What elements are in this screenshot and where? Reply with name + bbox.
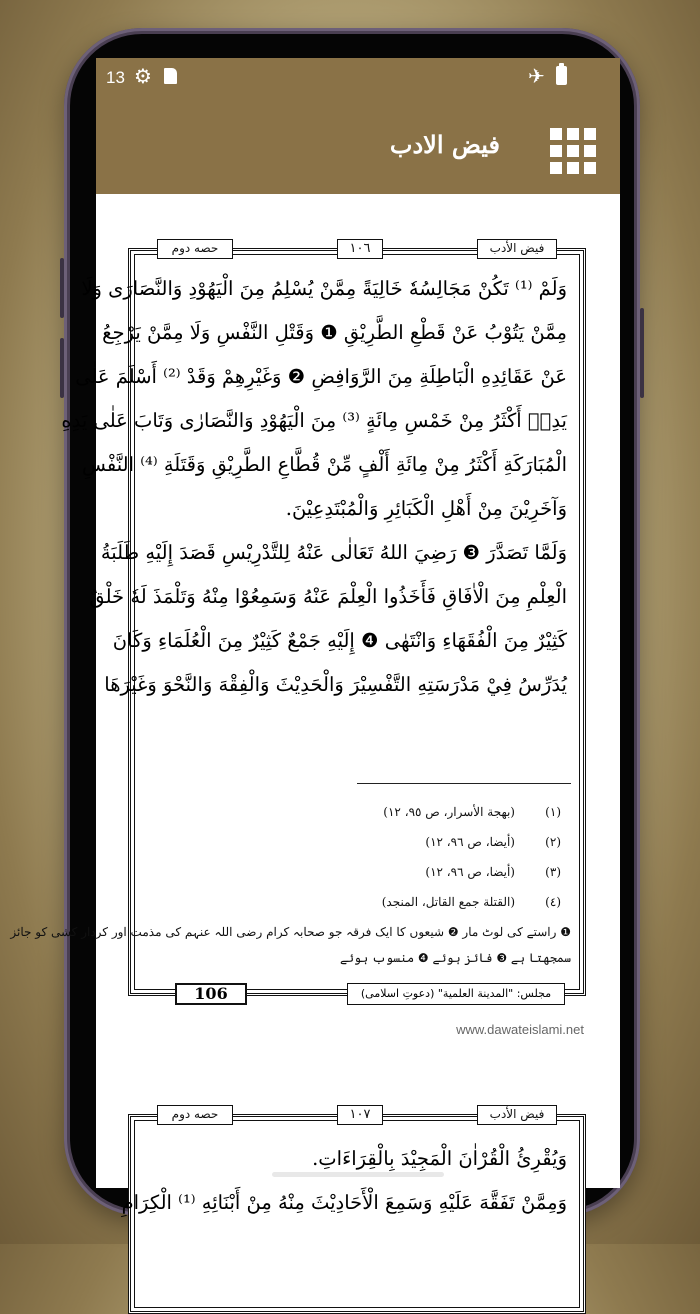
volume-button [60,338,64,398]
page-header-number: ١٠٧ [337,1105,383,1125]
book-page [121,1107,586,1314]
text-line: وَآخَرِيْنَ مِنْ أَهْلِ الْكَبَائِرِ وَالْمُبْتَدِعِيْنَ. [285,497,567,520]
footnote: (٤)(القتلة جمع القاتل، المنجد) [381,895,561,909]
status-bar [96,58,620,104]
book-page [10,241,586,1003]
status-time: 13 [106,68,125,87]
text-line: كَثِيْرٌ مِنَ الْفُقَهَاءِ وَانْتَهٰى ❹ إِلَيْهِ جَمْعٌ كَثِيْرٌ مِنَ الْعُلَمَاءِ وَكَانَ [112,629,567,652]
home-indicator[interactable] [272,1172,444,1177]
page-book-title: فيض الأدب [477,239,557,259]
urdu-glossary: سمجھتا ہے ❸ فائز ہوئے ❹ منسوب ہوئے [339,951,571,965]
text-line: الْمُبَارَكَةِ أَكْثَرُ مِنْ مِائَةِ أَلْفٍ مِّنْ قُطَّاعِ الطَّرِيْقِ وَقَتَلَةِ ⁽⁴⁾ النَّفْسِ [82,453,567,476]
book-content[interactable] [10,194,620,1214]
app-title: فیض الادب [389,130,500,159]
text-line: مِمَّنْ يَتُوْبُ عَنْ قَطْعِ الطَّرِيْقِ ❶ وَقَتْلِ النَّفْسِ وَلَا مِمَّنْ يَرْجِعُ [102,321,567,344]
gear-icon: ⚙ [134,64,152,88]
urdu-glossary: ❶ راستے کی لوٹ مار ❷ شیعوں کا ایک فرقہ جو صحابہ کرام رضی اللہ عنہم کی مذمت اور کردار کشی کو جائز [10,925,571,939]
volume-button [60,258,64,318]
footnote: (٣)(أيضا، ص ٩٦، ١٢) [425,865,561,879]
power-button [640,308,644,398]
text-line: وَلَمَّا تَصَدَّرَ ❸ رَضِيَ اللهُ تَعَالٰى عَنْهُ لِلتَّدْرِيْسِ قَصَدَ إِلَيْهِ طَلَبَةُ [100,541,567,564]
text-line: وَمِمَّنْ تَفَقَّهَ عَلَيْهِ وَسَمِعَ الْأَحَادِيْثَ مِنْهُ مِنْ أَبْنَائِهِ ⁽¹⁾ الْكِرَامِ [121,1191,567,1214]
website-url: www.dawateislami.net [456,1022,584,1037]
page-header-number: ١٠٦ [337,239,383,259]
footnote-separator [357,783,571,784]
text-line: عَنْ عَقَائِدِهِ الْبَاطِلَةِ مِنَ الرَّوَافِضِ ❷ وَغَيْرِهِمْ وَقَدْ ⁽²⁾ أَسْلَمَ عَلٰى [75,365,567,388]
text-line: وَيُقْرِئُ الْقُرْاٰنَ الْمَجِيْدَ بِالْقِرَاءَاتِ. [312,1147,567,1170]
battery-icon [556,66,567,85]
screen [10,58,620,1214]
phone-frame [10,28,640,1216]
grid-menu-icon[interactable] [550,128,596,174]
publisher-label: مجلس: "المدينة العلمية" (دعوتِ اسلامی) [347,983,565,1005]
text-line: وَلَمْ ⁽¹⁾ تَكُنْ مَجَالِسُهٗ خَالِيَةً مِمَّنْ يُسْلِمُ مِنَ الْيَهُوْدِ وَالنَّصَارَى وَلَا [81,277,567,300]
footnote: (١)(بهجة الأسرار، ص ٩٥، ١٢) [383,805,561,819]
text-line: يُدَرِّسُ فِيْ مَدْرَسَتِهِ التَّفْسِيْرَ وَالْحَدِيْثَ وَالْفِقْهَ وَالنَّحْوَ وَغَيْرَهَا [104,673,567,696]
sd-card-icon [164,68,177,84]
page-number: 106 [175,983,247,1005]
text-line: الْعِلْمِ مِنَ الْاٰفَاقِ فَأَخَذُوا الْعِلْمَ عَنْهُ وَسَمِعُوْا مِنْهُ وَتَلْمَذَ لَهٗ خَلْقٌ [89,585,567,608]
footnote: (٢)(أيضا، ص ٩٦، ١٢) [425,835,561,849]
text-line: يَدِهٖ أَكْثَرُ مِنْ خَمْسِ مِائَةٍ ⁽³⁾ مِنَ الْيَهُوْدِ وَالنَّصَارٰى وَتَابَ عَلٰى يَدِهِ [61,409,567,432]
page-section-label: حصه دوم [157,1105,233,1125]
page-book-title: فيض الأدب [477,1105,557,1125]
page-section-label: حصه دوم [157,239,233,259]
airplane-mode-icon: ✈ [528,64,545,88]
bezel [10,34,634,1214]
app-bar [96,104,620,194]
